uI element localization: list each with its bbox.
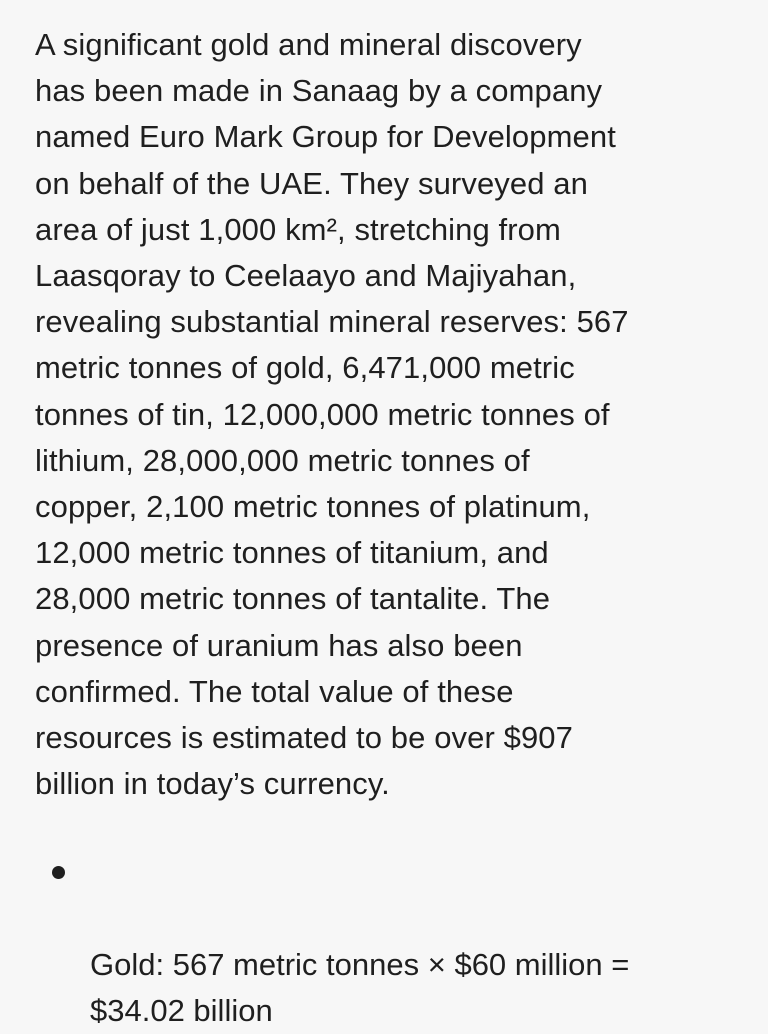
bullet-dot-icon [52,866,65,879]
bullet-text: Gold: 567 metric tonnes × $60 million = $34.02 billion [90,946,630,1029]
list-item [35,849,738,1034]
article-paragraph: A significant gold and mineral discovery has been made in Sanaag by a company named Euro Mark Group for Development on behalf of the UAE. They surveyed an area of just 1,000 km², stretching from Laasqoray to Ceelaayo and Majiyahan, revealing substantial mineral reserves: 567 metric tonnes of gold, 6,471,000 metric tonnes of tin, 12,000,000 metric tonnes of lithium, 28,000,000 metric tonnes of copper, 2,100 metric tonnes of platinum, 12,000 metric tonnes of titanium, and 28,000 metric tonnes of tantalite. The presence of uranium has also been confirmed. The total value of these resources is estimated to be over $907 billion in today’s currency. [35,27,629,802]
bullet-list [35,849,738,1034]
